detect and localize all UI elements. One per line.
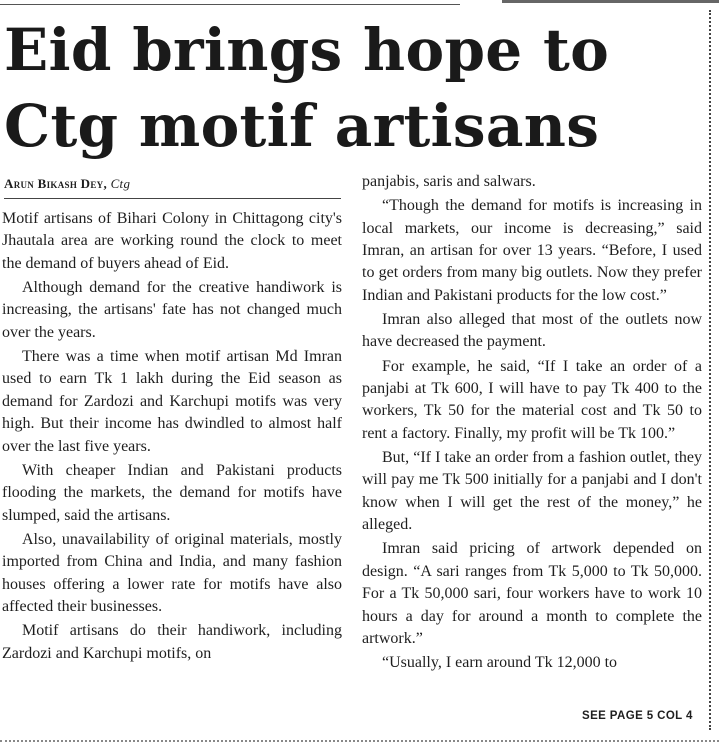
paragraph: Imran said pricing of artwork depended on design. “A sari ranges from Tk 5,000 to Tk 50,000. For a Tk 50,000 sari, four workers have to work 10 hours a day for around a month to complete the artwork.”: [362, 540, 702, 648]
headline: Eid brings hope to Ctg motif artisans: [4, 16, 610, 160]
top-rule: [0, 4, 460, 5]
paragraph: But, “If I take an order from a fashion outlet, they will pay me Tk 500 initially for a panjabi and I don't know when I will get the rest of the money,” he alleged.: [362, 449, 702, 534]
paragraph: Motif artisans of Bihari Colony in Chittagong city's Jhautala area are working round the clock to meet the demand of buyers ahead of Eid.: [2, 210, 342, 272]
paragraph: For example, he said, “If I take an order of a panjabi at Tk 600, I will have to pay Tk 400 to the workers, Tk 50 for the material cost and Tk 50 to rent a factory. Finally, my profit will be Tk 100.”: [362, 357, 702, 442]
paragraph: Also, unavailability of original materials, mostly imported from China and India, and many fashion houses offering a lower rate for motifs have also affected their businesses.: [2, 530, 342, 616]
byline: [4, 176, 130, 192]
continued-on-page: SEE PAGE 5 COL 4: [582, 710, 693, 722]
cut-line-bottom: [0, 740, 719, 742]
cut-line-right: [709, 10, 711, 730]
article-column-2: [362, 171, 702, 675]
paragraph: With cheaper Indian and Pakistani products flooding the markets, the demand for motifs have slumped, said the artisans.: [2, 461, 342, 524]
paragraph: There was a time when motif artisan Md Imran used to earn Tk 1 lakh during the Eid season as demand for Zardozi and Karchupi motifs was very high. But their income has dwindled to almost half over the last five years.: [2, 348, 342, 455]
byline-place: Ctg: [110, 176, 131, 191]
paragraph: “Though the demand for motifs is increasing in local markets, our income is decreasing,” said Imran, an artisan for over 13 years. “Before, I used to get orders from many big outlets. Now they prefer Indian and Pakistani products for the low cost.”: [362, 197, 702, 304]
paragraph: Motif artisans do their handiwork, including Zardozi and Karchupi motifs, on: [2, 622, 342, 662]
paragraph: Imran also alleged that most of the outlets now have decreased the payment.: [362, 311, 702, 351]
article-column-1: [2, 208, 342, 665]
paragraph: “Usually, I earn around Tk 12,000 to: [382, 654, 618, 672]
paragraph: panjabis, saris and salwars.: [362, 173, 536, 190]
top-rule-right: [502, 0, 719, 3]
byline-author: Arun Bikash Dey,: [4, 176, 108, 191]
byline-rule: [4, 198, 341, 199]
paragraph: Although demand for the creative handiwork is increasing, the artisans' fate has not changed much over the years.: [2, 279, 342, 341]
